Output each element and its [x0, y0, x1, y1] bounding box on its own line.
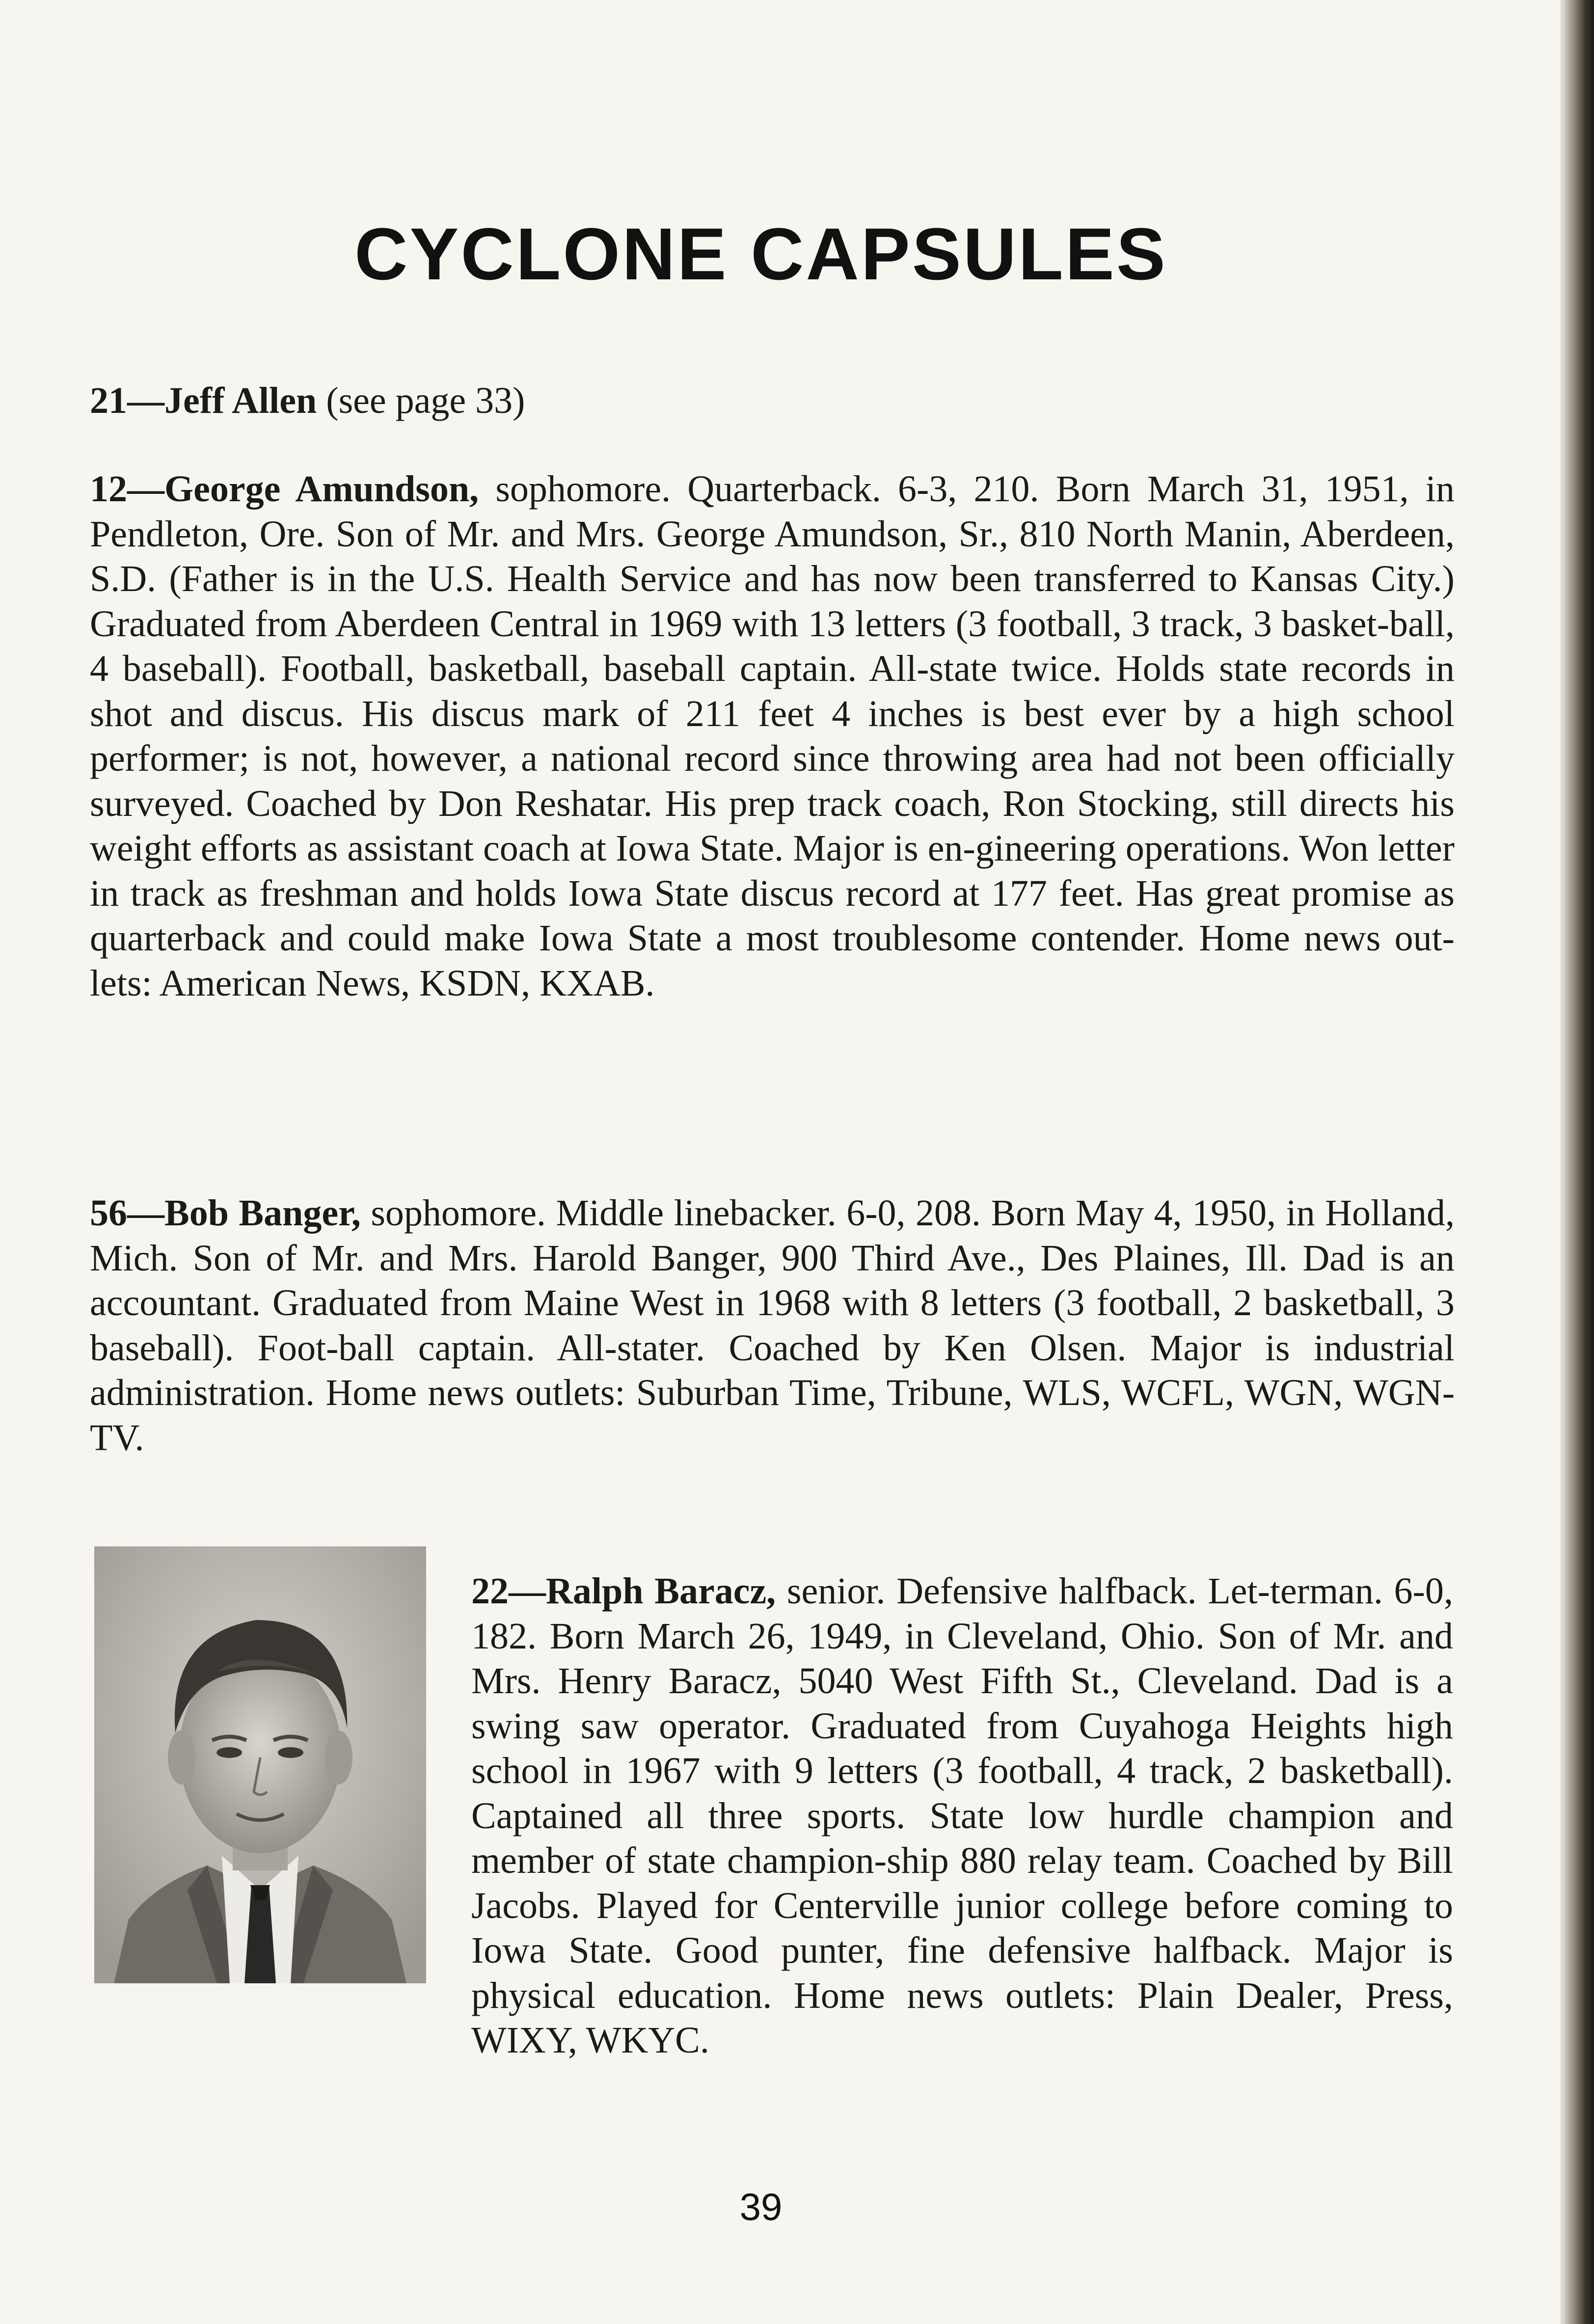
player-name: 21—Jeff Allen: [90, 380, 317, 421]
page-title: CYCLONE CAPSULES: [354, 212, 1167, 295]
player-bio: sophomore. Middle linebacker. 6-0, 208. Born May 4, 1950, in Holland, Mich. Son of Mr. and Mrs. Harold Banger, 900 Third Ave., Des Plaines, Ill. Dad is an accountant. Graduated from Maine West in 1968 with 8 letters (3 football, 2 basketball, 3 baseball). Foot-ball captain. All-stater. Coached by Ken Olsen. Major is industrial administration. Home news outlets: Suburban Time, Tribune, WLS, WCFL, WGN, WGN-TV.: [90, 1192, 1455, 1459]
player-name: 12—George Amundson,: [90, 468, 479, 510]
page-edge-highlight: [1561, 0, 1565, 2324]
book-spine-edge: [1565, 0, 1594, 2324]
player-name: 56—Bob Banger,: [90, 1192, 361, 1234]
player-entry-banger: [90, 1191, 1455, 1460]
player-entry-allen: [90, 378, 1455, 424]
player-bio: sophomore. Quarterback. 6-3, 210. Born March 31, 1951, in Pendleton, Ore. Son of Mr. and Mrs. George Amundson, Sr., 810 North Manin, Aberdeen, S.D. (Father is in the U.S. Health Service and has now been transferred to Kansas City.) Graduated from Aberdeen Central in 1969 with 13 letters (3 football, 3 track, 3 basket-ball, 4 baseball). Football, basketball, baseball captain. All-state twice. Holds state records in shot and discus. His discus mark of 211 feet 4 inches is best ever by a high school performer; is not, however, a national record since throwing area had not been officially surveyed. Coached by Don Reshatar. His prep track coach, Ron Stocking, still directs his weight efforts as assistant coach at Iowa State. Major is en-gineering operations. Won letter in track as freshman and holds Iowa State discus record at 177 feet. Has great promise as quarterback and could make Iowa State a most troublesome contender. Home news out-lets: American News, KSDN, KXAB.: [90, 468, 1455, 1004]
player-entry-amundson: [90, 467, 1455, 1006]
player-name: 22—Ralph Baracz,: [471, 1570, 776, 1612]
player-portrait-photo: [94, 1546, 426, 1983]
player-entry-baracz: [471, 1569, 1453, 2063]
page-number: 39: [739, 2185, 783, 2228]
player-bio: senior. Defensive halfback. Let-terman. 6-0, 182. Born March 26, 1949, in Cleveland, Ohio. Son of Mr. and Mrs. Henry Baracz, 5040 West Fifth St., Cleveland. Dad is a swing saw operator. Graduated from Cuyahoga Heights high school in 1967 with 9 letters (3 football, 4 track, 2 basketball). Captained all three sports. State low hurdle champion and member of state champion-ship 880 relay team. Coached by Bill Jacobs. Played for Centerville junior college before coming to Iowa State. Good punter, fine defensive halfback. Major is physical education. Home news outlets: Plain Dealer, Press, WIXY, WKYC.: [471, 1570, 1453, 2061]
player-bio: (see page 33): [317, 380, 525, 421]
